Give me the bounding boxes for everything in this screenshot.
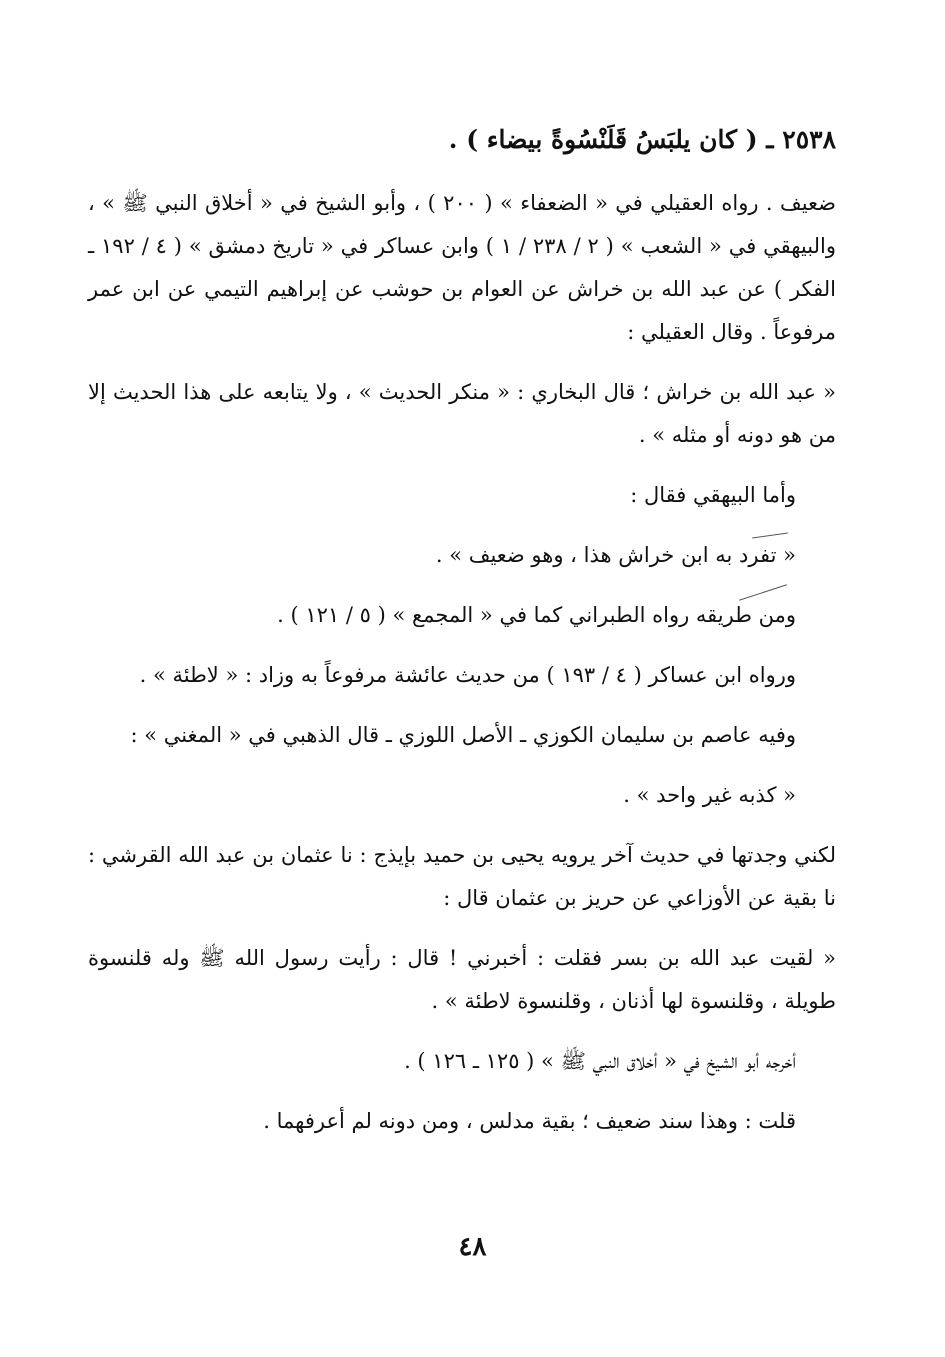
page-number: ٤٨: [458, 1232, 487, 1262]
paragraph-grading: ضعيف . رواه العقيلي في « الضعفاء » ( ٢٠٠ ) ، وأبو الشيخ في « أخلاق النبي ﷺ » ، والبيهقي في « الشعب » ( ٢ / ٢٣٨ / ١ ) وابن عساكر في « تاريخ دمشق » ( ٤ / ١٩٢ ـ الفكر ) عن عبد الله بن خراش عن العوام بن حوشب عن إبراهيم التيمي عن ابن عمر مرفوعاً . وقال العقيلي :: [88, 191, 836, 344]
paragraph-asim: وفيه عاصم بن سليمان الكوزي ـ الأصل اللوزي ـ قال الذهبي في « المغني » :: [130, 723, 796, 747]
paragraph-ibn-asakir: ورواه ابن عساكر ( ٤ / ١٩٣ ) من حديث عائشة مرفوعاً به وزاد : « لاطئة » .: [139, 663, 796, 687]
paragraph-dhahabi-quote: « كذبه غير واحد » .: [623, 783, 796, 807]
paragraph-abdullah-quote: « لقيت عبد الله بن بسر فقلت : أخبرني ! قال : رأيت رسول الله ﷺ وله قلنسوة طويلة ، وقلنسوة لها أذنان ، وقلنسوة لاطئة » .: [88, 946, 836, 1013]
paragraph-conclusion: قلت : وهذا سند ضعيف ؛ بقية مدلس ، ومن دونه لم أعرفهما .: [263, 1109, 796, 1133]
paragraph-bayhaqi-quote: « تفرد به ابن خراش هذا ، وهو ضعيف » .: [435, 543, 796, 567]
paragraph-abu-shaykh: أخرجه أبو الشيخ في « أخلاق النبي ﷺ » ( ١٢٥ ـ ١٢٦ ) .: [404, 1049, 796, 1073]
paragraph-other-hadith: لكني وجدتها في حديث آخر يرويه يحيى بن حميد بإيذج : نا عثمان بن عبد الله القرشي : نا بقية عن الأوزاعي عن حريز بن عثمان قال :: [88, 843, 836, 910]
hadith-heading: ٢٥٣٨ ـ ( كان يلبَسُ قَلَنْسُوةً بيضاء ) .: [448, 125, 836, 154]
paragraph-tabarani: ومن طريقه رواه الطبراني كما في « المجمع » ( ٥ / ١٢١ ) .: [277, 603, 796, 627]
paragraph-bayhaqi-intro: وأما البيهقي فقال :: [630, 483, 796, 507]
paragraph-uqayli-quote: « عبد الله بن خراش ؛ قال البخاري : « منكر الحديث » ، ولا يتابعه على هذا الحديث إلا من هو دونه أو مثله » .: [88, 380, 836, 447]
page-body: [88, 120, 836, 1160]
